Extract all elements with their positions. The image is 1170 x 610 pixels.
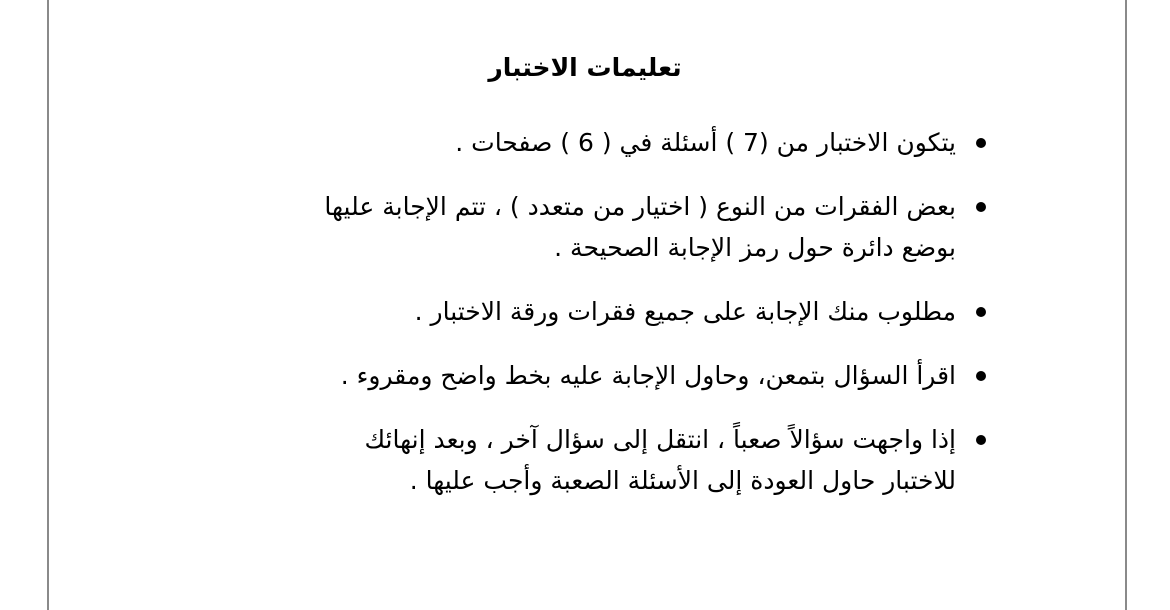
page-border-right: [1125, 0, 1127, 610]
instruction-item: [186, 291, 956, 332]
instruction-text-continued: للاختبار حاول العودة إلى الأسئلة الصعبة وأجب عليها .: [409, 466, 956, 495]
instruction-text: مطلوب منك الإجابة على جميع فقرات ورقة الاختبار .: [414, 297, 956, 326]
instruction-item: [186, 419, 956, 501]
bullet-icon: [976, 435, 986, 445]
bullet-icon: [976, 371, 986, 381]
instruction-item: [186, 355, 956, 396]
instruction-text: يتكون الاختبار من (7 ) أسئلة في ( 6 ) صفحات .: [455, 128, 956, 157]
bullet-icon: [976, 307, 986, 317]
instruction-text: بعض الفقرات من النوع ( اختيار من متعدد ) ، تتم الإجابة عليها: [324, 192, 956, 221]
instruction-item: [186, 186, 956, 268]
instruction-text: اقرأ السؤال بتمعن، وحاول الإجابة عليه بخط واضح ومقروء .: [340, 361, 956, 390]
instruction-text-continued: بوضع دائرة حول رمز الإجابة الصحيحة .: [554, 233, 956, 262]
page-title: تعليمات الاختبار: [488, 53, 682, 82]
page-border-left: [47, 0, 49, 610]
instructions-list: [186, 122, 956, 524]
bullet-icon: [976, 138, 986, 148]
instruction-item: [186, 122, 956, 163]
instruction-text: إذا واجهت سؤالاً صعباً ، انتقل إلى سؤال آخر ، وبعد إنهائك: [364, 425, 956, 454]
bullet-icon: [976, 202, 986, 212]
